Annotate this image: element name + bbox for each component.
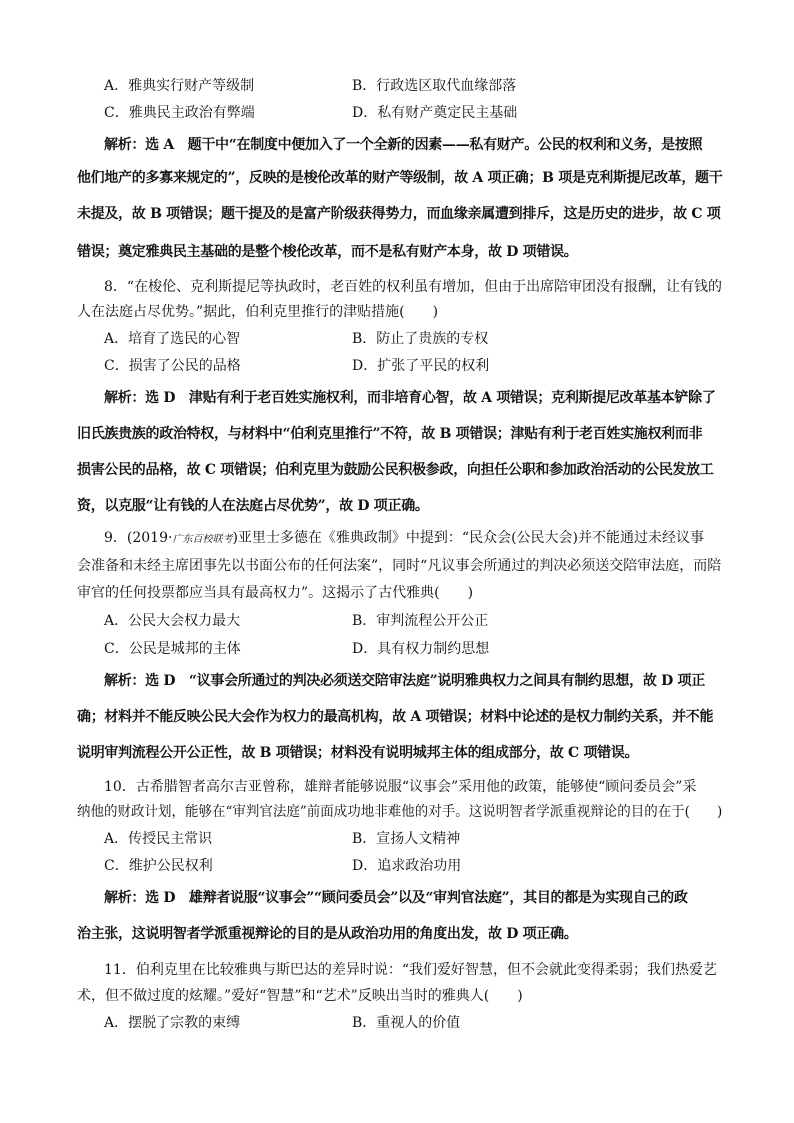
q7-analysis-line: 他们地产的多寡来规定的”，反映的是梭伦改革的财产等级制，故 A 项正确；B 项是克利斯提尼改革，题干 <box>77 170 723 186</box>
q7-analysis-line: 未提及，故 B 项错误；题干提及的是富产阶级获得势力，而血缘亲属遭到排斥，这是历史的进步，故 C 项 <box>77 206 721 222</box>
q10-analysis-line: 解析：选 D 雄辩者说服“议事会”“顾问委员会”以及“审判官法庭”，其目的都是为实现自己的政 <box>104 890 688 906</box>
q9-option-c: C．公民是城邦的主体 <box>104 641 241 657</box>
q9-stem-line: 审官的任何投票都应当具有最高权力”。这揭示了古代雅典( ) <box>77 585 474 601</box>
q10-stem-line: 10．古希腊智者高尔吉亚曾称，雄辩者能够说服“议事会”采用他的政策，能够使“顾问委员会”采 <box>104 779 697 795</box>
q11-stem-line: 术，但不做过度的炫耀。”爱好“智慧”和“艺术”反映出当时的雅典人( ) <box>77 988 523 1004</box>
q9-number: 9．(2019· <box>104 530 173 546</box>
q8-stem-line: 8．“在梭伦、克利斯提尼等执政时，老百姓的权利虽有增加，但由于出席陪审团没有报酬，让有钱的 <box>104 279 723 295</box>
q11-option-b: B．重视人的价值 <box>352 1015 461 1031</box>
q9-analysis-line: 确；材料并不能反映公民大会作为权力的最高机构，故 A 项错误；材料中论述的是权力制约关系，并不能 <box>77 709 714 725</box>
q10-option-c: C．维护公民权利 <box>104 858 213 874</box>
q8-analysis-line: 损害公民的品格，故 C 项错误；伯利克里为鼓励公民积极参政，向担任公职和参加政治活动的公民发放工 <box>77 462 714 478</box>
q9-source: 广东百校联考 <box>172 534 233 545</box>
q9-stem-rest: )亚里士多德在《雅典政制》中提到：“民众会(公民大会)并不能通过未经议事 <box>232 530 704 546</box>
q8-stem-line: 人在法庭占尽优势。”据此，伯利克里推行的津贴措施( ) <box>77 304 439 320</box>
q9-analysis-line: 说明审判流程公开公正性，故 B 项错误；材料没有说明城邦主体的组成部分，故 C 项错误。 <box>77 745 639 761</box>
q9-stem-line: 会准备和未经主席团事先以书面公布的任何法案”，同时“凡议事会所通过的判决必须送交陪审法庭，而陪 <box>77 558 722 574</box>
q7-option-b: B．行政选区取代血缘部落 <box>352 78 517 94</box>
q11-option-a: A．摆脱了宗教的束缚 <box>104 1015 241 1031</box>
q9-option-d: D．具有权力制约思想 <box>352 641 490 657</box>
q7-option-d: D．私有财产奠定民主基础 <box>352 105 518 121</box>
q8-option-d: D．扩张了平民的权利 <box>352 358 490 374</box>
q8-analysis-line: 解析：选 D 津贴有利于老百姓实施权利，而非培育心智，故 A 项错误；克利斯提尼改革基本铲除了 <box>104 390 716 406</box>
q8-analysis-line: 旧氏族贵族的政治特权，与材料中“伯利克里推行”不符，故 B 项错误；津贴有利于老百姓实施权利而非 <box>77 426 703 442</box>
q9-stem-line <box>104 529 704 549</box>
q9-option-b: B．审判流程公开公正 <box>352 613 489 629</box>
q8-analysis-line: 资，以克服“让有钱的人在法庭占尽优势”，故 D 项正确。 <box>77 498 429 514</box>
q8-option-b: B．防止了贵族的专权 <box>352 331 489 347</box>
q9-analysis-line: 解析：选 D “议事会所通过的判决必须送交陪审法庭”说明雅典权力之间具有制约思想，故 D 项正 <box>104 673 705 689</box>
q10-analysis-line: 治主张，这说明智者学派重视辩论的目的是从政治功用的角度出发，故 D 项正确。 <box>77 926 578 942</box>
q7-analysis-line: 错误；奠定雅典民主基础的是整个梭伦改革，而不是私有财产本身，故 D 项错误。 <box>77 244 578 260</box>
q7-analysis-line: 解析：选 A 题干中“在制度中便加入了一个全新的因素——私有财产。公民的权利和义务，是按照 <box>104 137 703 153</box>
q8-option-c: C．损害了公民的品格 <box>104 358 241 374</box>
q10-option-d: D．追求政治功用 <box>352 858 462 874</box>
q10-stem-line: 纳他的财政计划，能够在“审判官法庭”前面成功地非难他的对手。这说明智者学派重视辩论的目的在于( ) <box>77 804 723 820</box>
q11-stem-line: 11．伯利克里在比较雅典与斯巴达的差异时说：“我们爱好智慧，但不会就此变得柔弱；我们热爱艺 <box>104 962 717 978</box>
q7-option-c: C．雅典民主政治有弊端 <box>104 105 255 121</box>
q7-option-a: A．雅典实行财产等级制 <box>104 78 255 94</box>
q8-option-a: A．培育了选民的心智 <box>104 331 241 347</box>
q9-option-a: A．公民大会权力最大 <box>104 613 241 629</box>
q10-option-b: B．宣扬人文精神 <box>352 831 461 847</box>
q10-option-a: A．传授民主常识 <box>104 831 213 847</box>
